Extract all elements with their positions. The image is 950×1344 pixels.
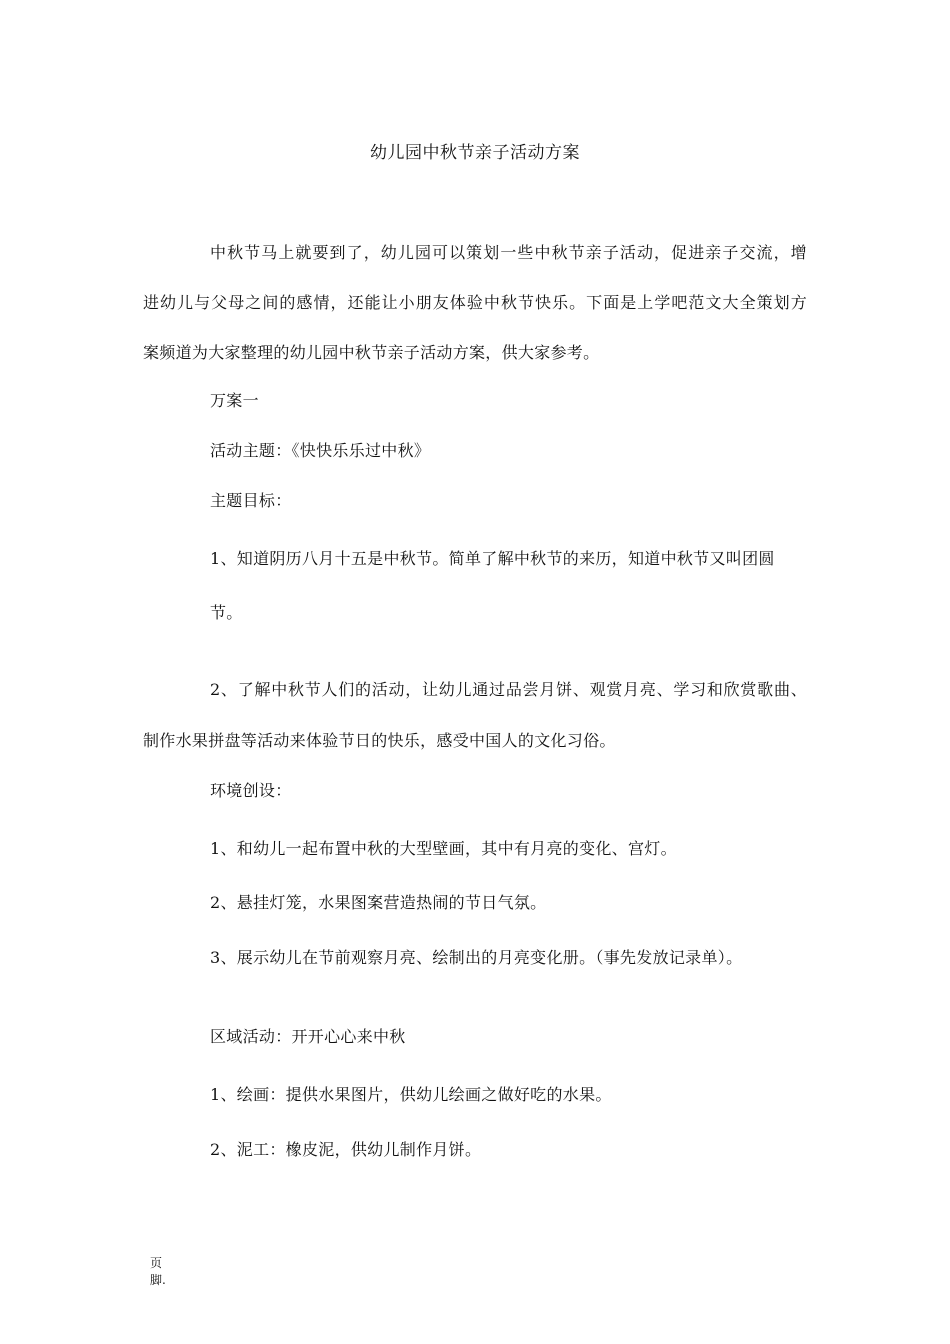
intro-line-3: 案频道为大家整理的幼儿园中秋节亲子活动方案，供大家参考。 [143, 343, 600, 362]
area-activity-item: 1、绘画：提供水果图片，供幼儿绘画之做好吃的水果。 [210, 1085, 612, 1104]
goal-1-line-1: 1、知道阴历八月十五是中秋节。简单了解中秋节的来历，知道中秋节又叫团圆 [210, 549, 775, 568]
area-activity-heading: 区域活动：开开心心来中秋 [210, 1027, 406, 1046]
document-title: 幼儿园中秋节亲子活动方案 [370, 143, 580, 163]
environment-item: 3、展示幼儿在节前观察月亮、绘制出的月亮变化册。（事先发放记录单）。 [210, 948, 743, 967]
plan-label: 万案一 [210, 391, 259, 410]
environment-item: 2、悬挂灯笼，水果图案营造热闹的节日气氛。 [210, 893, 547, 912]
footer-line-2: 脚. [150, 1273, 166, 1287]
environment-item: 1、和幼儿一起布置中秋的大型壁画，其中有月亮的变化、宫灯。 [210, 839, 677, 858]
activity-theme: 活动主题：《快快乐乐过中秋》 [210, 441, 431, 460]
goals-heading: 主题目标： [210, 491, 292, 510]
environment-heading: 环境创设： [210, 781, 292, 800]
goal-2-line-1: 2、了解中秋节人们的活动，让幼儿通过品尝月饼、观赏月亮、学习和欣赏歌曲、 [210, 680, 807, 699]
footer-line-1: 页 [150, 1256, 163, 1270]
goal-2-line-2: 制作水果拼盘等活动来体验节日的快乐，感受中国人的文化习俗。 [143, 731, 616, 750]
goal-1-line-2: 节。 [210, 603, 243, 622]
area-activity-item: 2、泥工：橡皮泥，供幼儿制作月饼。 [210, 1140, 482, 1159]
intro-line-1: 中秋节马上就要到了，幼儿园可以策划一些中秋节亲子活动，促进亲子交流，增 [210, 243, 807, 262]
intro-line-2: 进幼儿与父母之间的感情，还能让小朋友体验中秋节快乐。下面是上学吧范文大全策划方 [143, 293, 807, 312]
